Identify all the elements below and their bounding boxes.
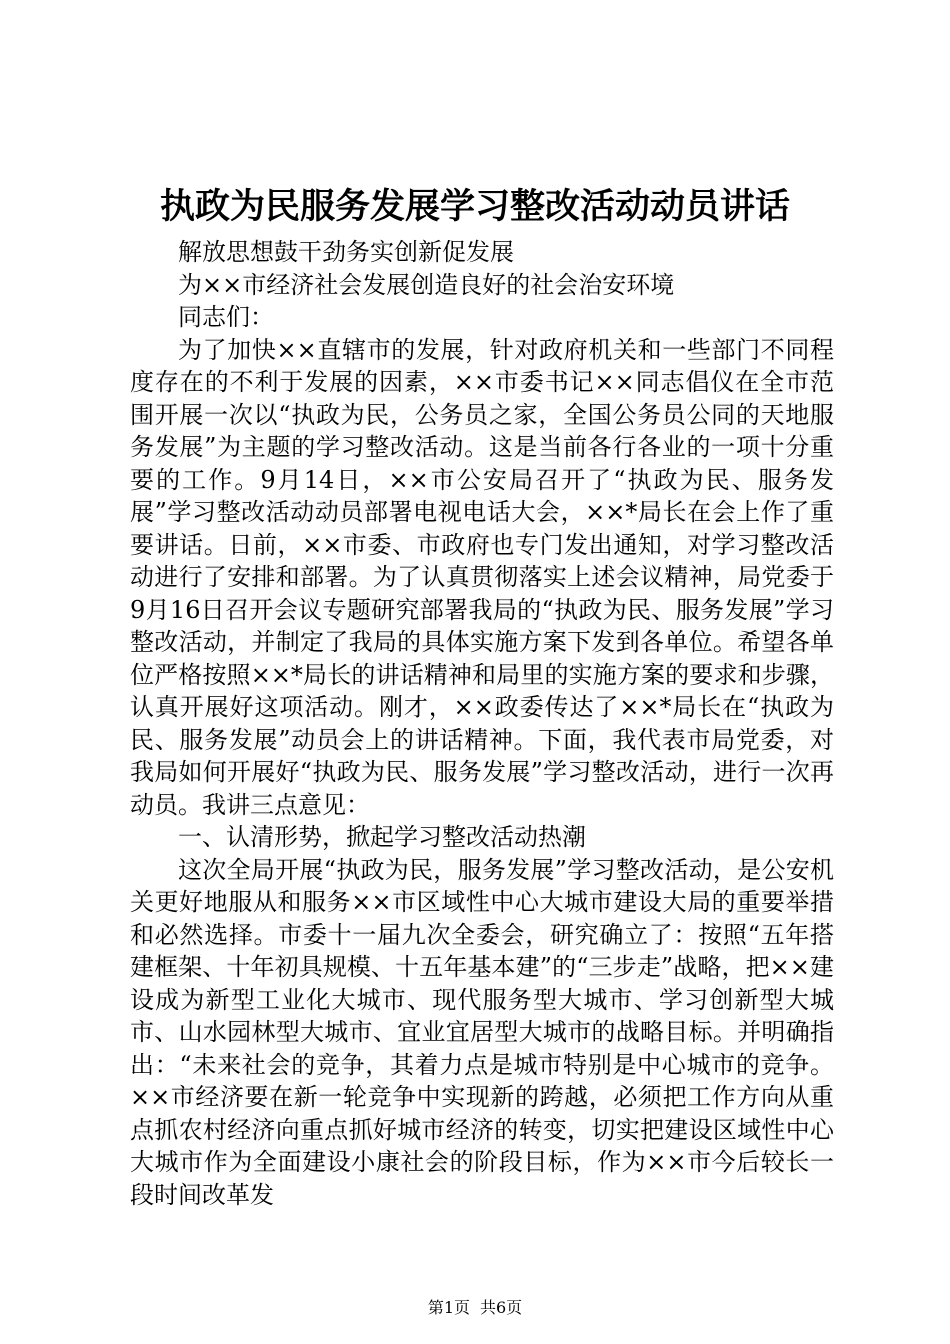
page-number-current: 第1页	[427, 1298, 470, 1317]
body-paragraph-2: 这次全局开展“执政为民，服务发展”学习整改活动，是公安机关更好地服从和服务××市区域性中心大城市建设大局的重要举措和必然选择。市委十一届九次全委会，研究确立了：按照“五年搭建框架、十年初具规模、十五年基本建”的“三步走”战略，把××建设成为新型工业化大城市、现代服务型大城市、学习创新型大城市、山水园林型大城市、宜业宜居型大城市的战略目标。并明确指出：“未来社会的竞争，其着力点是城市特别是中心城市的竞争。××市经济要在新一轮竞争中实现新的跨越，必须把工作方向从重点抓农村经济向重点抓好城市经济的转变，切实把建设区域性中心大城市作为全面建设小康社会的阶段目标，作为××市今后较长一段时间改革发	[130, 855, 834, 1209]
subtitle-line-1: 解放思想鼓干劲务实创新促发展	[178, 238, 514, 266]
salutation: 同志们：	[178, 303, 274, 331]
document-body	[130, 236, 834, 1211]
body-paragraph-1: 为了加快××直辖市的发展，针对政府机关和一些部门不同程度存在的不利于发展的因素，××市委书记××同志倡仪在全市范围开展一次以“执政为民，公务员之家，全国公务员公同的天地服务发展”为主题的学习整改活动。这是当前各行各业的一项十分重要的工作。9月14日，××市公安局召开了“执政为民、服务发展”学习整改活动动员部署电视电话大会，××*局长在会上作了重要讲话。日前，××市委、市政府也专门发出通知，对学习整改活动进行了安排和部署。为了认真贯彻落实上述会议精神，局党委于9月16日召开会议专题研究部署我局的“执政为民、服务发展”学习整改活动，并制定了我局的具体实施方案下发到各单位。希望各单位严格按照××*局长的讲话精神和局里的实施方案的要求和步骤，认真开展好这项活动。刚才，××政委传达了××*局长在“执政为民、服务发展”动员会上的讲话精神。下面，我代表市局党委，对我局如何开展好“执政为民、服务发展”学习整改活动，进行一次再动员。我讲三点意见：	[130, 335, 834, 819]
document-title: 执政为民服务发展学习整改活动动员讲话	[159, 186, 790, 227]
page-footer	[0, 1296, 950, 1320]
section-heading-1: 一、认清形势，掀起学习整改活动热潮	[178, 823, 586, 851]
page-number-total: 共6页	[480, 1298, 523, 1317]
subtitle-line-2: 为××市经济社会发展创造良好的社会治安环境	[178, 270, 675, 299]
